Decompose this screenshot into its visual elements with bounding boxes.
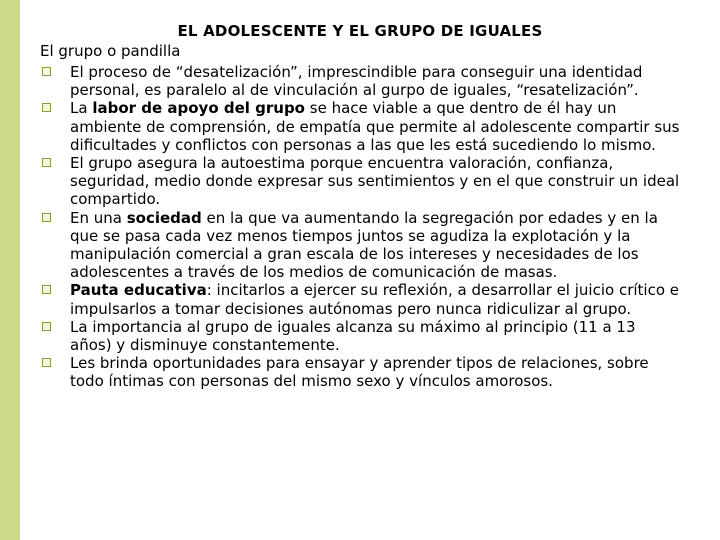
bullet-text-end: : incitarlos a ejercer su reflexión, a desarrollar el juicio crítico e impulsarlos a tomar decisiones autónomas pero nunca ridiculizar al grupo.	[70, 281, 679, 318]
bullet-item-importancia	[40, 318, 680, 354]
bullet-text-start: En una	[70, 208, 127, 227]
bullet-text: La importancia al grupo de iguales alcanza su máximo al principio (11 a 13 años) y disminuye constantemente.	[70, 317, 636, 355]
bullet-text: Les brinda oportunidades para ensayar y aprender tipos de relaciones, sobre todo íntimas con personas del mismo sexo y vínculos amorosos.	[70, 354, 649, 391]
square-bullet-icon	[42, 158, 51, 167]
bullet-item-oportunidades	[40, 354, 680, 390]
bullet-bold-term: sociedad	[126, 208, 202, 227]
bullet-item-labor-apoyo	[40, 99, 680, 154]
square-bullet-icon	[42, 358, 51, 367]
bullet-item-pauta-educativa	[40, 281, 680, 317]
decorative-left-bar	[0, 0, 20, 540]
square-bullet-icon	[42, 103, 51, 112]
slide-subtitle: El grupo o pandilla	[40, 42, 181, 60]
square-bullet-icon	[42, 285, 51, 294]
bullet-text: El proceso de “desatelización”, imprescindible para conseguir una identidad personal, es paralelo al de vinculación al gurpo de iguales, “resatelización”.	[70, 63, 643, 100]
square-bullet-icon	[42, 67, 51, 76]
square-bullet-icon	[42, 322, 51, 331]
bullet-item-sociedad	[40, 209, 680, 282]
bullet-item-desatelizacion	[40, 63, 680, 99]
bullet-text-start: La	[70, 99, 93, 118]
bullet-text: El grupo asegura la autoestima porque encuentra valoración, confianza, seguridad, medio donde expresar sus sentimientos y en el que construir un ideal compartido.	[70, 154, 680, 209]
square-bullet-icon	[42, 213, 51, 222]
bullet-text-end: en la que va aumentando la segregación por edades y en la que se pasa cada vez menos tiempos juntos se agudiza la explotación y la manipulación comercial a gran escala de los intereses y necesidades de los adolescentes a través de los medios de comunicación de masas.	[70, 208, 658, 282]
bullet-list	[40, 63, 680, 391]
bullet-text-end: se hace viable a que dentro de él hay un ambiente de comprensión, de empatía que permite al adolescente compartir sus dificultades y conflictos con personas a las que les está sucediendo lo mismo.	[70, 99, 680, 154]
bullet-bold-term: labor de apoyo del grupo	[92, 99, 305, 118]
slide-title: EL ADOLESCENTE Y EL GRUPO DE IGUALES	[177, 22, 543, 40]
bullet-item-autoestima	[40, 154, 680, 209]
bullet-bold-term: Pauta educativa	[70, 281, 207, 300]
